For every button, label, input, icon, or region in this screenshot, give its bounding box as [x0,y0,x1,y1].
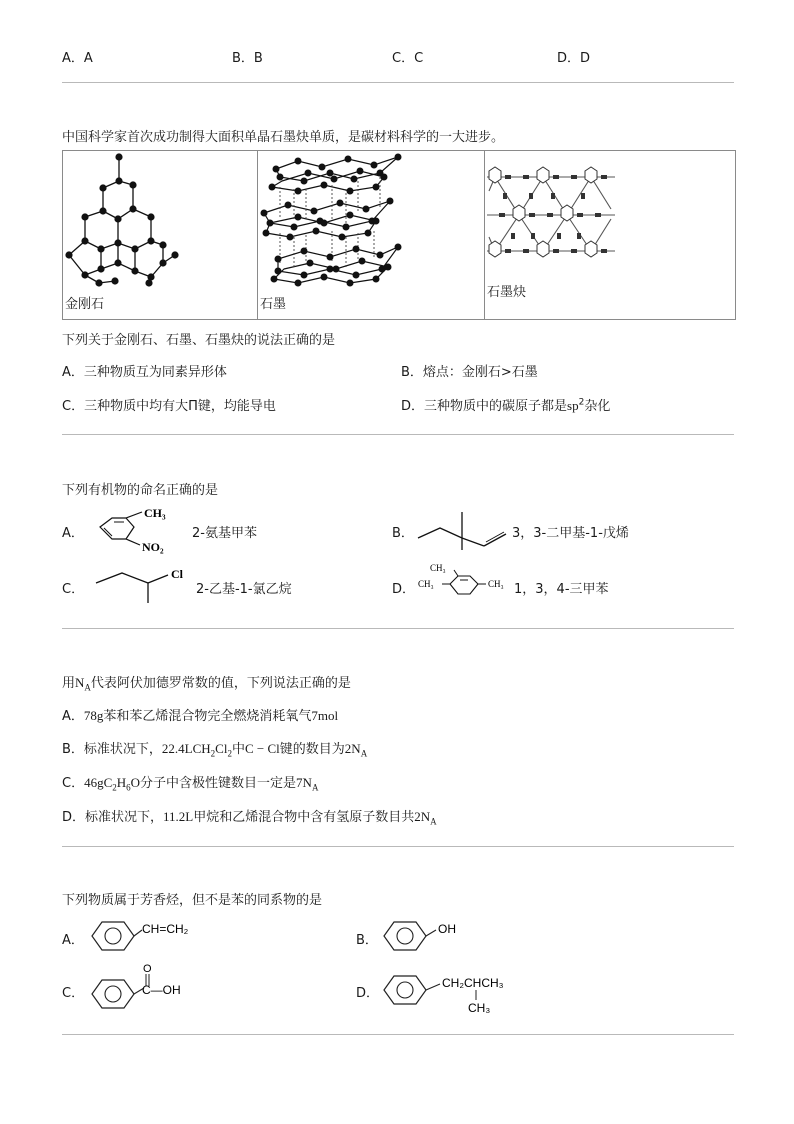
q1-stem: 下列关于金刚石、石墨、石墨炔的说法正确的是 [62,333,336,348]
q3-option-b-sub: 2 [210,748,216,759]
q2-option-c-label: C． [62,582,85,597]
q0-option-a: A．A [62,51,93,66]
q2-option-d-ch3-text-1: CH₃ [430,563,446,573]
q2-stem: 下列有机物的命名正确的是 [62,483,219,498]
q3-stem-pre: 用 [62,676,76,691]
graphyne-caption: 石墨炔 [487,285,527,300]
q4-option-a-label: A． [62,933,84,948]
q2-option-d-ch3-text-3: CH₃ [488,579,504,589]
q3-option-b-math3: C − Cl [244,741,280,756]
q3-option-c-sub3: A [311,782,319,793]
q2-option-c-name: 2-乙基-1-氯乙烷 [196,582,292,597]
q3-option-d [62,806,437,827]
q1-option-a: A．三种物质互为同素异形体 [62,365,227,380]
q3-option-c-math3: O [130,775,141,790]
divider [62,434,734,435]
q3-stem [62,672,351,693]
q4-option-a-vinyl-text: CH=CH₂ [142,922,189,936]
q2-option-d-name: 1，3，4-三甲苯 [514,582,609,597]
q1-option-d [401,395,610,414]
q3-option-b-sub3: A [360,748,368,759]
q0-option-d: D．D [557,51,591,66]
q4-option-d-chain-text: CH₂CHCH₃ [442,976,504,990]
q3-option-d-math: 11.2L [163,809,194,824]
graphite-structure-image [258,151,484,319]
q2-option-b-structure [416,508,516,552]
q1-option-d-post: 杂化 [584,399,611,414]
carbon-allotropes-table [62,150,736,320]
q1-option-b: B．熔点：金刚石>石墨 [401,365,538,380]
q3-option-b-mid2: 键的数目为 [279,742,345,757]
q3-option-c-sub2: 6 [126,782,131,793]
q4-option-a-structure [88,918,198,956]
q3-option-b-math4: 2N [344,741,361,756]
q4-stem: 下列物质属于芳香烃，但不是苯的同系物的是 [62,893,323,908]
q2-option-c-structure [92,565,192,605]
q2-option-a-ch3-text: CH₃ [144,506,166,520]
q4-option-d-structure [380,970,520,1018]
q1-option-c: C．三种物质中均有大Π键，均能导电 [62,399,276,414]
q2-option-d-structure [416,562,516,606]
q3-option-c-mid: 分子中含极性键数目一定是 [140,776,297,791]
divider [62,846,734,847]
q1-option-d-sup: 2 [578,397,585,408]
q4-option-b-oh-text: OH [438,922,456,936]
q3-option-b-pre: B．标准状况下， [62,742,162,757]
q3-option-b-mid: 中 [231,742,245,757]
graphyne-cell [485,151,736,320]
q3-option-c-pre: C． [62,776,85,791]
q2-option-d-ch3-text-2: CH₃ [418,579,434,589]
q3-stem-post: 代表阿伏加德罗常数的值，下列说法正确的是 [90,676,351,691]
q1-option-d-sp: sp [567,398,579,413]
q3-option-c [62,772,318,793]
q3-option-d-sub: A [430,816,437,827]
q0-option-c: C．C [392,51,424,66]
q2-option-a-no2-text: NO₂ [142,540,164,554]
graphite-cell [258,151,485,320]
q4-option-b-structure [380,918,470,956]
q3-option-d-pre: D．标准状况下， [62,810,164,825]
q2-option-c-cl-text: Cl [171,567,183,581]
q3-option-a-pre: A． [62,709,84,724]
divider [62,82,734,83]
divider [62,1034,734,1035]
q3-stem-na: N [75,675,85,690]
q2-option-a-label: A． [62,526,84,541]
q3-option-b-math: 22.4LCH [161,741,211,756]
q1-intro: 中国科学家首次成功制得大面积单晶石墨炔单质，是碳材料科学的一大进步。 [62,130,505,145]
graphite-caption: 石墨 [260,297,287,312]
q4-option-d-ch3-text: CH₃ [468,1001,491,1015]
q3-option-a [62,705,338,724]
q1-option-d-pre: D．三种物质中的碳原子都是 [401,399,568,414]
q3-option-a-post: 苯和苯乙烯混合物完全燃烧消耗氧气 [103,709,312,724]
q3-option-c-math4: 7N [296,775,312,790]
diamond-caption: 金刚石 [65,297,105,312]
q3-option-b-math2: Cl [215,741,228,756]
q2-option-b-label: B． [392,526,414,541]
divider [62,628,734,629]
q4-option-b-label: B． [356,933,378,948]
q3-option-d-mid: 甲烷和乙烯混合物中含有氢原子数目共 [193,810,415,825]
q3-option-c-sub1: 2 [112,782,117,793]
q4-option-c-label: C． [62,986,85,1001]
q3-option-d-math2: 2N [414,809,431,824]
q3-option-c-math: 46gC [84,775,113,790]
q2-option-a-name: 2-氨基甲苯 [192,526,257,541]
q3-option-a-math: 78g [83,708,104,723]
q2-option-d-label: D． [392,582,416,597]
q2-option-b-name: 3，3-二甲基-1-戊烯 [512,526,629,541]
q4-option-c-structure [88,960,198,1012]
q3-option-b [62,738,367,759]
q4-option-d-label: D． [356,986,380,1001]
diamond-cell [63,151,258,320]
q2-option-a-structure [92,505,188,555]
q4-option-c-cooh-text: C—OH [142,983,181,997]
q0-option-b: B．B [232,51,263,66]
q4-option-c-o-text: O [143,963,152,975]
q3-option-a-math2: 7mol [311,708,339,723]
q3-option-b-sub2: 2 [227,748,232,759]
q3-option-c-math2: H [116,775,127,790]
q3-stem-na-sub: A [84,682,91,693]
